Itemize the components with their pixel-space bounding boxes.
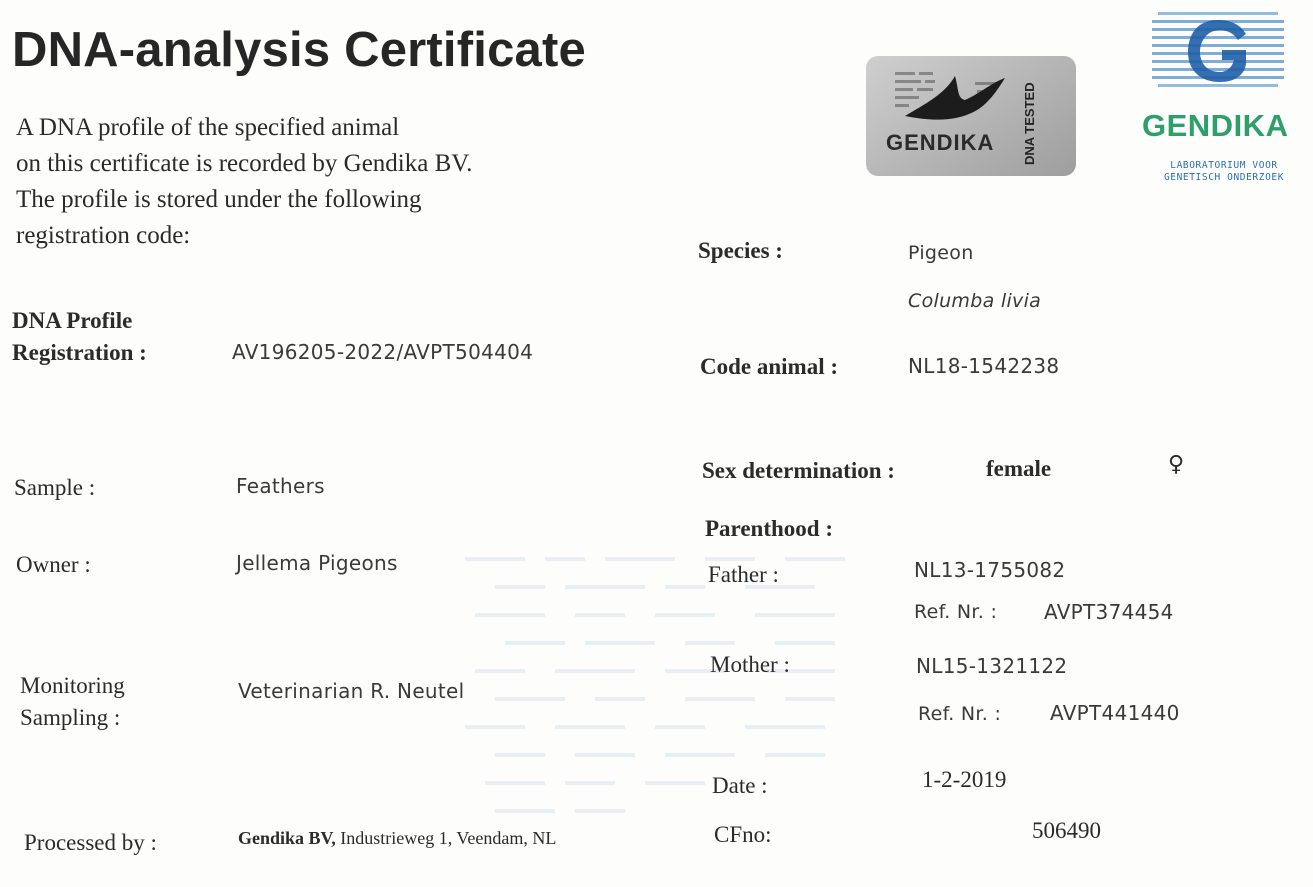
- monitoring-label: Sampling :: [20, 705, 121, 730]
- processed-address: Industrieweg 1, Veendam, NL: [335, 828, 557, 848]
- logo-subtitle-line: LABORATORIUM VOOR: [1170, 160, 1278, 171]
- gendika-logo-icon: [1148, 6, 1288, 98]
- species-label: Species :: [698, 238, 783, 263]
- cfno-label: CFno:: [714, 822, 772, 847]
- intro-line: The profile is stored under the following: [16, 186, 422, 213]
- sex-label: Sex determination :: [702, 458, 895, 483]
- intro-line: registration code:: [16, 222, 191, 249]
- father-value: NL13-1755082: [914, 558, 1066, 582]
- security-watermark: [455, 545, 895, 845]
- registration-label: Registration :: [12, 340, 147, 365]
- sex-value: female: [986, 456, 1052, 481]
- processed-company: Gendika BV,: [238, 828, 336, 848]
- owner-label: Owner :: [16, 552, 91, 577]
- owner-value: Jellema Pigeons: [236, 551, 398, 575]
- code-animal-value: NL18-1542238: [908, 354, 1060, 378]
- father-ref-value: AVPT374454: [1044, 600, 1174, 624]
- monitoring-value: Veterinarian R. Neutel: [238, 679, 465, 703]
- processed-value: [238, 828, 556, 849]
- father-ref-label: Ref. Nr. :: [914, 601, 998, 623]
- species-value: Pigeon: [908, 242, 974, 264]
- gendika-logo-subtitle: [1146, 160, 1302, 184]
- female-symbol-icon: ♀: [1168, 452, 1185, 477]
- date-value: 1-2-2019: [922, 767, 1007, 792]
- sample-label: Sample :: [14, 475, 96, 500]
- monitoring-label: Monitoring: [20, 673, 125, 698]
- father-label: Father :: [708, 562, 779, 587]
- mother-ref-value: AVPT441440: [1050, 701, 1180, 725]
- intro-line: A DNA profile of the specified animal: [16, 114, 400, 141]
- certificate-title: DNA-analysis Certificate: [12, 23, 586, 77]
- species-latin: Columba livia: [908, 290, 1042, 312]
- intro-text: [16, 110, 576, 254]
- pigeon-icon: [885, 64, 1020, 134]
- cfno-value: 506490: [1032, 818, 1101, 843]
- mother-ref-label: Ref. Nr. :: [918, 703, 1002, 725]
- mother-value: NL15-1321122: [916, 654, 1068, 678]
- registration-label: DNA Profile: [12, 308, 133, 333]
- processed-label: Processed by :: [24, 830, 157, 855]
- registration-value: AV196205-2022/AVPT504404: [232, 340, 534, 364]
- badge-brand: GENDIKA: [886, 130, 995, 155]
- badge-dna-tested: DNA TESTED: [1022, 82, 1037, 166]
- parenthood-label: Parenthood :: [705, 516, 833, 541]
- mother-label: Mother :: [710, 652, 790, 677]
- gendika-logo-name: GENDIKA: [1142, 108, 1289, 143]
- sample-value: Feathers: [236, 474, 325, 498]
- date-label: Date :: [712, 773, 768, 798]
- logo-subtitle-line: GENETISCH ONDERZOEK: [1163, 172, 1285, 183]
- code-animal-label: Code animal :: [700, 354, 838, 379]
- intro-line: on this certificate is recorded by Gendika BV.: [16, 150, 473, 177]
